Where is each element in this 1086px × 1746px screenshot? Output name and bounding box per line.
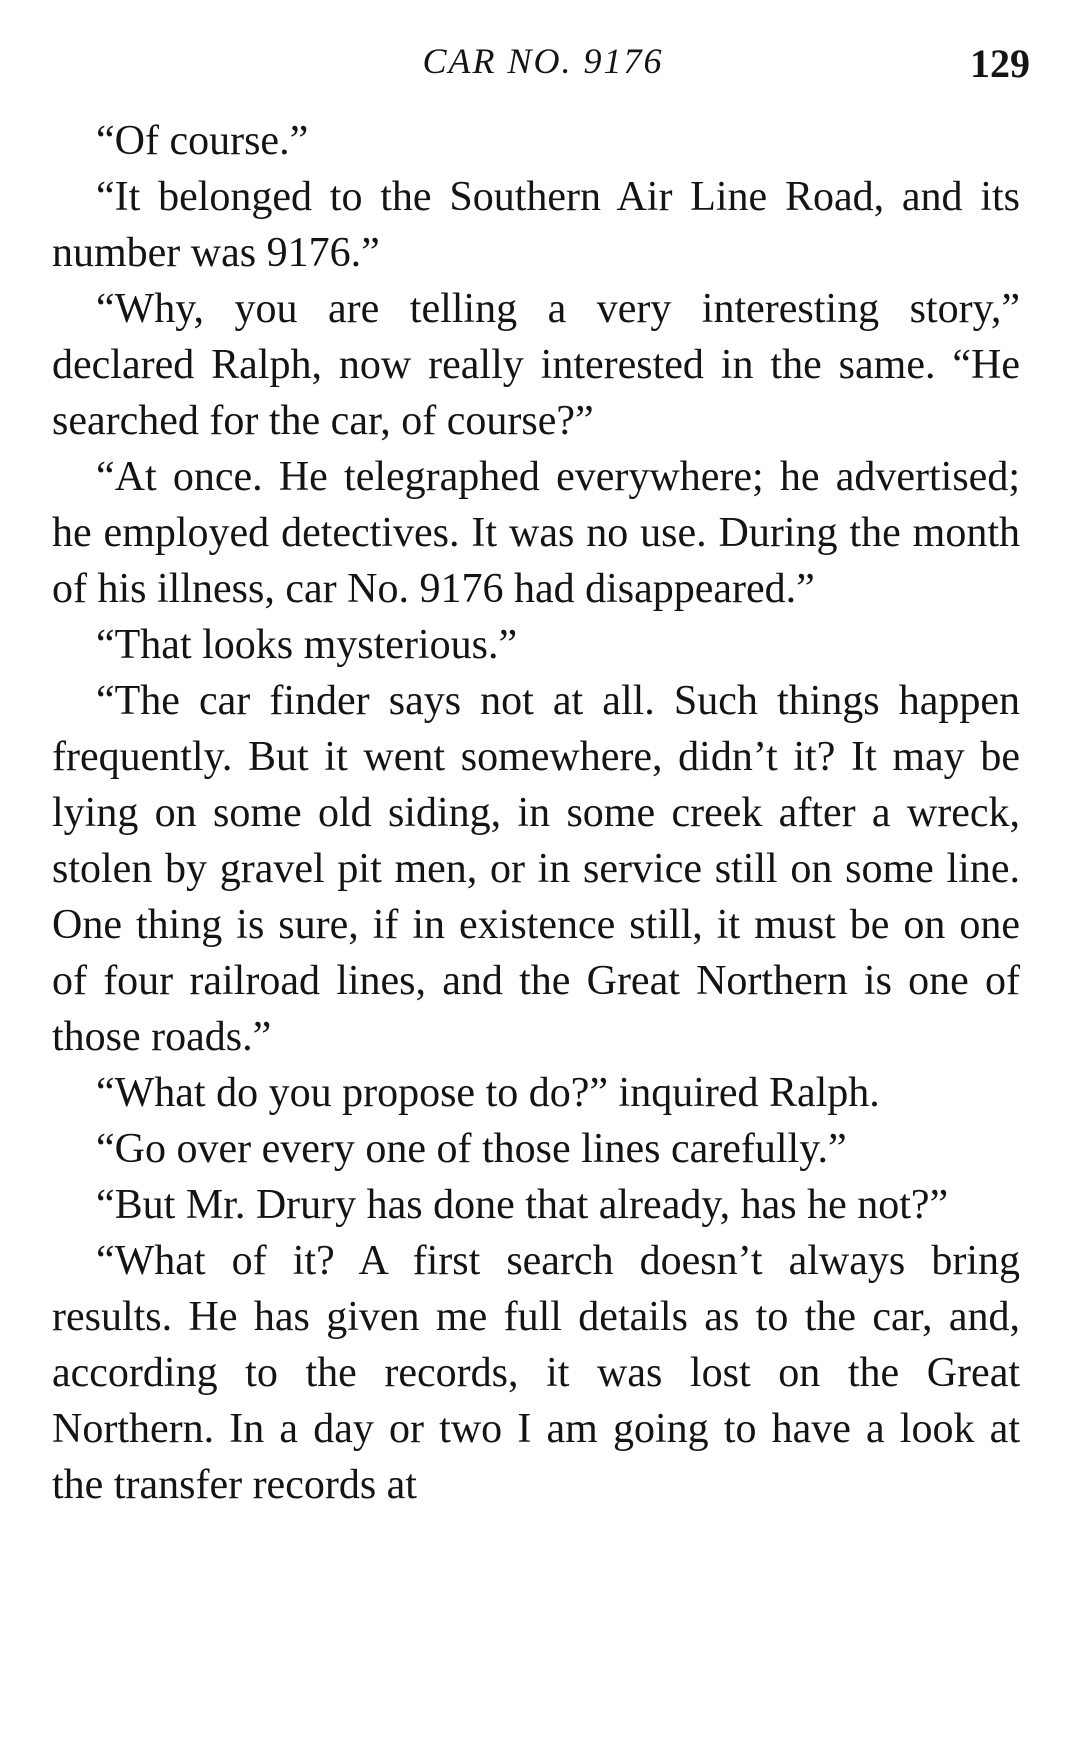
paragraph-4: “At once. He telegraphed everywhere; he advertised; he employed detectives. It was no use. During the month of his illness, car No. 9176 had disappeared.” (52, 454, 1020, 612)
paragraph-7: “What do you propose to do?” inquired Ralph. (96, 1070, 880, 1116)
running-header (0, 30, 1086, 90)
paragraph-5: “That looks mysterious.” (96, 622, 518, 668)
paragraph-6: “The car finder says not at all. Such things happen frequently. But it went somewhere, didn’t it? It may be lying on some old siding, in some creek after a wreck, stolen by gravel pit men, or in service still on some line. One thing is sure, if in existence still, it must be on one of four railroad lines, and the Great Northern is one of those roads.” (52, 678, 1020, 1060)
paragraph-10: “What of it? A first search doesn’t always bring results. He has given me full details as to the car, and, according to the records, it was lost on the Great Northern. In a day or two I am going to have a look at the transfer records at (52, 1238, 1020, 1508)
paragraph-8: “Go over every one of those lines carefully.” (96, 1126, 847, 1172)
paragraph-1: “Of course.” (96, 118, 309, 164)
paragraph-9: “But Mr. Drury has done that already, has he not?” (96, 1182, 949, 1228)
running-title: CAR NO. 9176 (422, 41, 664, 81)
body-text (52, 113, 1020, 1513)
page-number: 129 (970, 41, 1030, 86)
paragraph-2: “It belonged to the Southern Air Line Road, and its number was 9176.” (52, 174, 1020, 276)
paragraph-3: “Why, you are telling a very interesting story,” declared Ralph, now really interested in the same. “He searched for the car, of course?” (52, 286, 1020, 444)
